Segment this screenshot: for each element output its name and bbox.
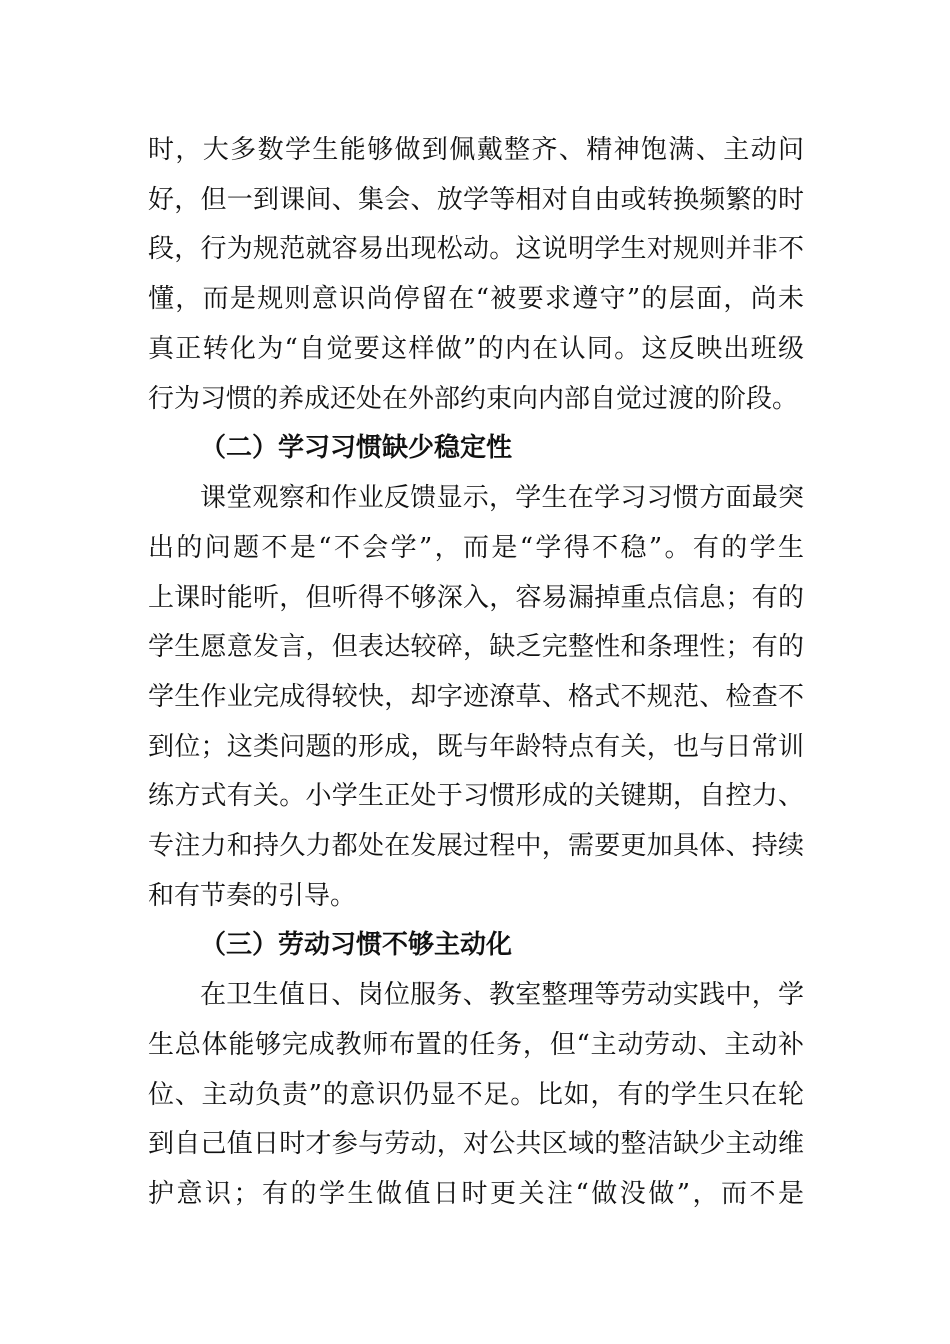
paragraph-line: 学生愿意发言，但表达较碎，缺乏完整性和条理性；有的 xyxy=(148,632,804,662)
paragraph-line: 学生作业完成得较快，却字迹潦草、格式不规范、检查不 xyxy=(148,682,804,712)
paragraph-line: 真正转化为“自觉要这样做”的内在认同。这反映出班级 xyxy=(148,334,804,364)
paragraph-line: 练方式有关。小学生正处于习惯形成的关键期，自控力、 xyxy=(148,781,804,811)
paragraph-line: 和有节奏的引导。 xyxy=(148,881,357,911)
paragraph-line: 专注力和持久力都处在发展过程中，需要更加具体、持续 xyxy=(148,831,804,861)
paragraph-line: 上课时能听，但听得不够深入，容易漏掉重点信息；有的 xyxy=(148,583,804,613)
paragraph-line: 好，但一到课间、集会、放学等相对自由或转换频繁的时 xyxy=(148,185,804,215)
paragraph-line: 到位；这类问题的形成，既与年龄特点有关，也与日常训 xyxy=(148,732,804,762)
paragraph-line: 段，行为规范就容易出现松动。这说明学生对规则并非不 xyxy=(148,234,804,264)
paragraph-line: 护意识；有的学生做值日时更关注“做没做”，而不是 xyxy=(148,1179,804,1209)
paragraph-line: 生总体能够完成教师布置的任务，但“主动劳动、主动补 xyxy=(148,1030,804,1060)
section-heading-3: （三）劳动习惯不够主动化 xyxy=(200,930,513,960)
paragraph-line: 课堂观察和作业反馈显示，学生在学习习惯方面最突 xyxy=(200,483,804,513)
paragraph-line: 懂，而是规则意识尚停留在“被要求遵守”的层面，尚未 xyxy=(148,284,804,314)
paragraph-line: 行为习惯的养成还处在外部约束向内部自觉过渡的阶段。 xyxy=(148,384,799,414)
paragraph-line: 时，大多数学生能够做到佩戴整齐、精神饱满、主动问 xyxy=(148,135,804,165)
paragraph-line: 位、主动负责”的意识仍显不足。比如，有的学生只在轮 xyxy=(148,1080,804,1110)
paragraph-line: 在卫生值日、岗位服务、教室整理等劳动实践中，学 xyxy=(200,980,804,1010)
section-heading-2: （二）学习习惯缺少稳定性 xyxy=(200,433,513,463)
paragraph-line: 到自己值日时才参与劳动，对公共区域的整洁缺少主动维 xyxy=(148,1129,804,1159)
paragraph-line: 出的问题不是“不会学”，而是“学得不稳”。有的学生 xyxy=(148,533,804,563)
